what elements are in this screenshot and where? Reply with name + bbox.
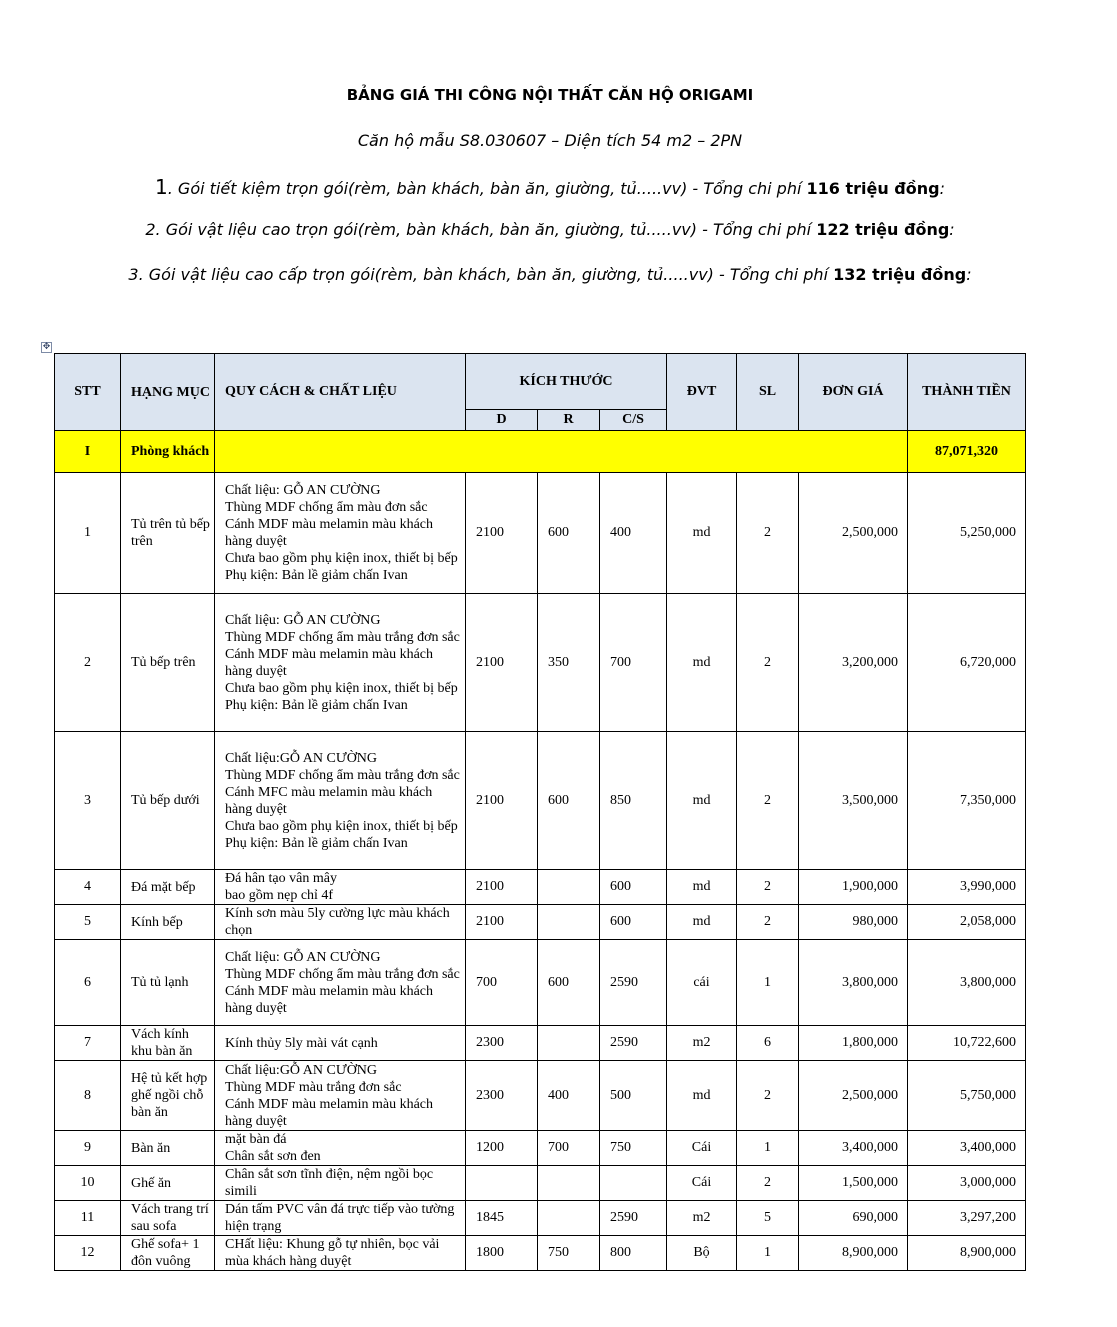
row-dvt: md <box>667 732 737 870</box>
row-spec: Chất liệu: GỖ AN CƯỜNG Thùng MDF chống ẩm màu trắng đơn sắc Cánh MDF màu melamin màu khách hàng duyệt Chưa bao gồm phụ kiện inox, thiết bị bếp Phụ kiện: Bản lề giảm chấn Ivan <box>215 594 466 732</box>
section-total: 87,071,320 <box>908 431 1026 473</box>
row-total: 6,720,000 <box>908 594 1026 732</box>
table-row <box>55 732 1026 870</box>
package-text: . Gói vật liệu cao cấp trọn gói(rèm, bàn khách, bàn ăn, giường, tủ.....vv) - Tổng chi phí <box>138 265 834 284</box>
row-sl: 6 <box>737 1026 799 1061</box>
row-cs: 500 <box>600 1061 667 1131</box>
row-item: Kính bếp <box>121 905 215 940</box>
row-stt: 6 <box>55 940 121 1026</box>
row-sl: 1 <box>737 1236 799 1271</box>
row-r <box>538 1201 600 1236</box>
row-r <box>538 1026 600 1061</box>
row-item: Vách trang trí sau sofa <box>121 1201 215 1236</box>
row-spec: Chất liệu: GỖ AN CƯỜNG Thùng MDF chống ẩm màu đơn sắc Cánh MDF màu melamin màu khách hàng duyệt Chưa bao gồm phụ kiện inox, thiết bị bếp Phụ kiện: Bản lề giảm chấn Ivan <box>215 473 466 594</box>
row-r: 700 <box>538 1131 600 1166</box>
row-price: 8,900,000 <box>799 1236 908 1271</box>
row-sl: 5 <box>737 1201 799 1236</box>
row-r <box>538 905 600 940</box>
row-stt: 2 <box>55 594 121 732</box>
row-spec: Dán tấm PVC vân đá trực tiếp vào tường hiện trạng <box>215 1201 466 1236</box>
row-sl: 2 <box>737 1061 799 1131</box>
row-cs: 600 <box>600 905 667 940</box>
row-sl: 2 <box>737 1166 799 1201</box>
row-dvt: Cái <box>667 1166 737 1201</box>
row-cs: 2590 <box>600 940 667 1026</box>
table-move-handle-icon[interactable]: ✥ <box>42 342 51 352</box>
row-cs: 750 <box>600 1131 667 1166</box>
row-sl: 2 <box>737 594 799 732</box>
package-amount: 132 triệu đồng <box>833 265 967 284</box>
row-sl: 1 <box>737 1131 799 1166</box>
package-suffix: : <box>939 179 945 198</box>
row-r: 600 <box>538 940 600 1026</box>
header-don-gia: ĐƠN GIÁ <box>799 354 908 431</box>
row-total: 7,350,000 <box>908 732 1026 870</box>
row-price: 2,500,000 <box>799 1061 908 1131</box>
table-row <box>55 1131 1026 1166</box>
row-total: 3,000,000 <box>908 1166 1026 1201</box>
row-spec: Đá hân tạo vân mây bao gồm nẹp chỉ 4f <box>215 870 466 905</box>
row-item: Bàn ăn <box>121 1131 215 1166</box>
row-spec: Chất liệu:GỖ AN CƯỜNG Thùng MDF chống ẩm màu trắng đơn sắc Cánh MFC màu melamin màu khách hàng duyệt Chưa bao gồm phụ kiện inox, thiết bị bếp Phụ kiện: Bản lề giảm chấn Ivan <box>215 732 466 870</box>
row-sl: 2 <box>737 870 799 905</box>
row-price: 3,500,000 <box>799 732 908 870</box>
row-d: 1200 <box>466 1131 538 1166</box>
header-dvt: ĐVT <box>667 354 737 431</box>
row-item: Hệ tủ kết hợp ghế ngồi chỗ bàn ăn <box>121 1061 215 1131</box>
row-total: 10,722,600 <box>908 1026 1026 1061</box>
row-d: 700 <box>466 940 538 1026</box>
section-spacer <box>215 431 908 473</box>
package-text: . Gói vật liệu cao trọn gói(rèm, bàn khách, bàn ăn, giường, tủ.....vv) - Tổng chi phí <box>155 220 817 239</box>
row-total: 2,058,000 <box>908 905 1026 940</box>
row-stt: 3 <box>55 732 121 870</box>
section-row <box>55 431 1026 473</box>
table-row <box>55 1166 1026 1201</box>
row-total: 3,990,000 <box>908 870 1026 905</box>
row-r <box>538 870 600 905</box>
row-item: Tủ bếp trên <box>121 594 215 732</box>
row-r: 600 <box>538 732 600 870</box>
row-cs: 700 <box>600 594 667 732</box>
row-d: 2100 <box>466 870 538 905</box>
section-stt: I <box>55 431 121 473</box>
row-dvt: md <box>667 594 737 732</box>
table-row <box>55 940 1026 1026</box>
row-sl: 1 <box>737 940 799 1026</box>
row-item: Tủ trên tủ bếp trên <box>121 473 215 594</box>
row-item: Đá mặt bếp <box>121 870 215 905</box>
table-row <box>55 1201 1026 1236</box>
row-sl: 2 <box>737 905 799 940</box>
row-d: 1845 <box>466 1201 538 1236</box>
row-cs: 800 <box>600 1236 667 1271</box>
row-stt: 9 <box>55 1131 121 1166</box>
row-sl: 2 <box>737 732 799 870</box>
header-sl: SL <box>737 354 799 431</box>
row-item: Vách kính khu bàn ăn <box>121 1026 215 1061</box>
table-row <box>55 594 1026 732</box>
package-line-1 <box>0 175 1100 199</box>
row-price: 980,000 <box>799 905 908 940</box>
row-dvt: md <box>667 905 737 940</box>
row-stt: 12 <box>55 1236 121 1271</box>
price-table <box>54 353 1026 1271</box>
row-dvt: Bộ <box>667 1236 737 1271</box>
package-number: 1 <box>155 175 168 199</box>
row-d: 1800 <box>466 1236 538 1271</box>
page-title: BẢNG GIÁ THI CÔNG NỘI THẤT CĂN HỘ ORIGAMI <box>346 86 754 104</box>
row-price: 3,800,000 <box>799 940 908 1026</box>
row-item: Ghế ăn <box>121 1166 215 1201</box>
row-spec: Chân sắt sơn tĩnh điện, nệm ngồi bọc simili <box>215 1166 466 1201</box>
row-dvt: md <box>667 1061 737 1131</box>
header-quy-cach: QUY CÁCH & CHẤT LIỆU <box>215 354 466 431</box>
row-dvt: md <box>667 473 737 594</box>
header-r: R <box>538 410 600 431</box>
row-stt: 8 <box>55 1061 121 1131</box>
row-dvt: Cái <box>667 1131 737 1166</box>
package-suffix: : <box>949 220 955 239</box>
table-row <box>55 905 1026 940</box>
row-d: 2300 <box>466 1061 538 1131</box>
row-stt: 7 <box>55 1026 121 1061</box>
package-line-2 <box>0 220 1100 239</box>
row-cs <box>600 1166 667 1201</box>
row-price: 690,000 <box>799 1201 908 1236</box>
row-d: 2100 <box>466 905 538 940</box>
table-row <box>55 1061 1026 1131</box>
row-stt: 4 <box>55 870 121 905</box>
row-r: 750 <box>538 1236 600 1271</box>
row-r: 400 <box>538 1061 600 1131</box>
row-stt: 5 <box>55 905 121 940</box>
row-total: 5,750,000 <box>908 1061 1026 1131</box>
row-stt: 10 <box>55 1166 121 1201</box>
row-spec: Kính thủy 5ly mài vát cạnh <box>215 1026 466 1061</box>
header-hang-muc: HẠNG MỤC <box>121 354 215 431</box>
table-row <box>55 870 1026 905</box>
row-spec: Chất liệu: GỖ AN CƯỜNG Thùng MDF chống ẩm màu trắng đơn sắc Cánh MDF màu melamin màu khách hàng duyệt <box>215 940 466 1026</box>
package-amount: 122 triệu đồng <box>816 220 950 239</box>
row-price: 3,200,000 <box>799 594 908 732</box>
row-r: 600 <box>538 473 600 594</box>
header-cs: C/S <box>600 410 667 431</box>
row-dvt: md <box>667 870 737 905</box>
row-total: 3,800,000 <box>908 940 1026 1026</box>
package-suffix: : <box>966 265 972 284</box>
table-row <box>55 1236 1026 1271</box>
package-number: 3 <box>128 265 139 284</box>
row-item: Tủ bếp dưới <box>121 732 215 870</box>
table-row <box>55 473 1026 594</box>
package-line-3 <box>0 265 1100 284</box>
row-dvt: cái <box>667 940 737 1026</box>
row-stt: 11 <box>55 1201 121 1236</box>
row-spec: Kính sơn màu 5ly cường lực màu khách chọn <box>215 905 466 940</box>
row-dvt: m2 <box>667 1201 737 1236</box>
row-total: 3,400,000 <box>908 1131 1026 1166</box>
row-price: 1,900,000 <box>799 870 908 905</box>
row-item: Ghế sofa+ 1 đôn vuông <box>121 1236 215 1271</box>
row-d: 2100 <box>466 594 538 732</box>
row-price: 1,800,000 <box>799 1026 908 1061</box>
section-name: Phòng khách <box>121 431 215 473</box>
row-total: 5,250,000 <box>908 473 1026 594</box>
header-stt: STT <box>55 354 121 431</box>
row-price: 3,400,000 <box>799 1131 908 1166</box>
row-spec: Chất liệu:GỖ AN CƯỜNG Thùng MDF màu trắng đơn sắc Cánh MDF màu melamin màu khách hàng duyệt <box>215 1061 466 1131</box>
row-sl: 2 <box>737 473 799 594</box>
package-amount: 116 triệu đồng <box>806 179 940 198</box>
row-r: 350 <box>538 594 600 732</box>
package-number: 2 <box>145 220 156 239</box>
row-cs: 2590 <box>600 1201 667 1236</box>
page-subtitle: Căn hộ mẫu S8.030607 – Diện tích 54 m2 – 2PN <box>357 131 743 150</box>
row-price: 1,500,000 <box>799 1166 908 1201</box>
header-thanh-tien: THÀNH TIỀN <box>908 354 1026 431</box>
row-cs: 850 <box>600 732 667 870</box>
row-spec: mặt bàn đá Chân sắt sơn đen <box>215 1131 466 1166</box>
row-spec: CHất liệu: Khung gỗ tự nhiên, bọc vải mùa khách hàng duyệt <box>215 1236 466 1271</box>
row-d: 2100 <box>466 473 538 594</box>
row-cs: 2590 <box>600 1026 667 1061</box>
row-d <box>466 1166 538 1201</box>
row-total: 8,900,000 <box>908 1236 1026 1271</box>
row-price: 2,500,000 <box>799 473 908 594</box>
row-cs: 600 <box>600 870 667 905</box>
row-stt: 1 <box>55 473 121 594</box>
table-row <box>55 1026 1026 1061</box>
header-kich-thuoc: KÍCH THƯỚC <box>466 354 667 410</box>
row-d: 2100 <box>466 732 538 870</box>
row-d: 2300 <box>466 1026 538 1061</box>
row-total: 3,297,200 <box>908 1201 1026 1236</box>
header-d: D <box>466 410 538 431</box>
row-dvt: m2 <box>667 1026 737 1061</box>
package-text: . Gói tiết kiệm trọn gói(rèm, bàn khách, bàn ăn, giường, tủ.....vv) - Tổng chi phí <box>167 179 807 198</box>
row-r <box>538 1166 600 1201</box>
row-cs: 400 <box>600 473 667 594</box>
row-item: Tủ tủ lạnh <box>121 940 215 1026</box>
